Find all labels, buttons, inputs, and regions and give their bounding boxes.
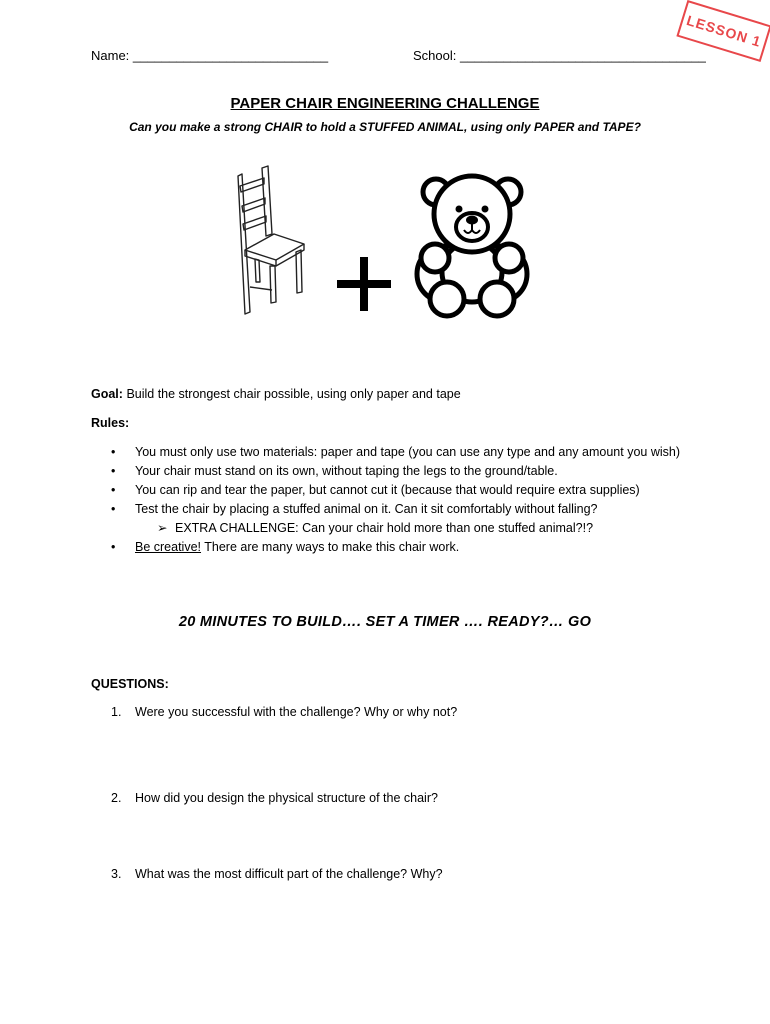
teddy-bear-icon: [412, 172, 532, 322]
questions-label: QUESTIONS:: [91, 677, 169, 691]
list-item: • Be creative! There are many ways to make this chair work.: [111, 540, 460, 554]
goal-text: Build the strongest chair possible, using only paper and tape: [126, 387, 461, 401]
rules-list: [91, 443, 695, 557]
name-line: ___________________________: [132, 48, 329, 63]
plus-icon: [335, 255, 393, 313]
question-2: 2. How did you design the physical structure of the chair?: [111, 791, 438, 805]
question-1: 1. Were you successful with the challenge? Why or why not?: [111, 705, 458, 719]
arrow-bullet-icon: ➢: [157, 521, 168, 535]
name-label: Name:: [91, 48, 130, 63]
extra-challenge: ➢ EXTRA CHALLENGE: Can your chair hold more than one stuffed animal?!?: [91, 519, 695, 538]
school-line: __________________________________: [460, 48, 706, 63]
goal-line: [91, 385, 461, 404]
list-item: • You can rip and tear the paper, but cannot cut it (because that would require extra supplies): [111, 483, 640, 497]
name-field[interactable]: [91, 48, 328, 63]
page-title: PAPER CHAIR ENGINEERING CHALLENGE: [230, 95, 540, 112]
be-creative-text: Be creative!: [135, 540, 202, 554]
question-3: 3. What was the most difficult part of the challenge? Why?: [111, 867, 443, 881]
school-label: School:: [413, 48, 457, 63]
chair-icon: [228, 162, 312, 322]
list-item: • Your chair must stand on its own, without taping the legs to the ground/table.: [111, 464, 558, 478]
timer-banner: 20 MINUTES TO BUILD…. SET A TIMER …. READY?… GO: [178, 614, 592, 630]
list-item: • You must only use two materials: paper and tape (you can use any type and any amount you wish): [111, 445, 680, 459]
school-field[interactable]: [413, 48, 706, 63]
list-item: • Test the chair by placing a stuffed animal on it. Can it sit comfortably without falling?: [111, 502, 598, 516]
page-subtitle: Can you make a strong CHAIR to hold a STUFFED ANIMAL, using only PAPER and TAPE?: [129, 120, 641, 134]
goal-label: Goal:: [91, 387, 123, 401]
rules-label: Rules:: [91, 416, 130, 430]
lesson-stamp: LESSON 1: [676, 0, 770, 62]
